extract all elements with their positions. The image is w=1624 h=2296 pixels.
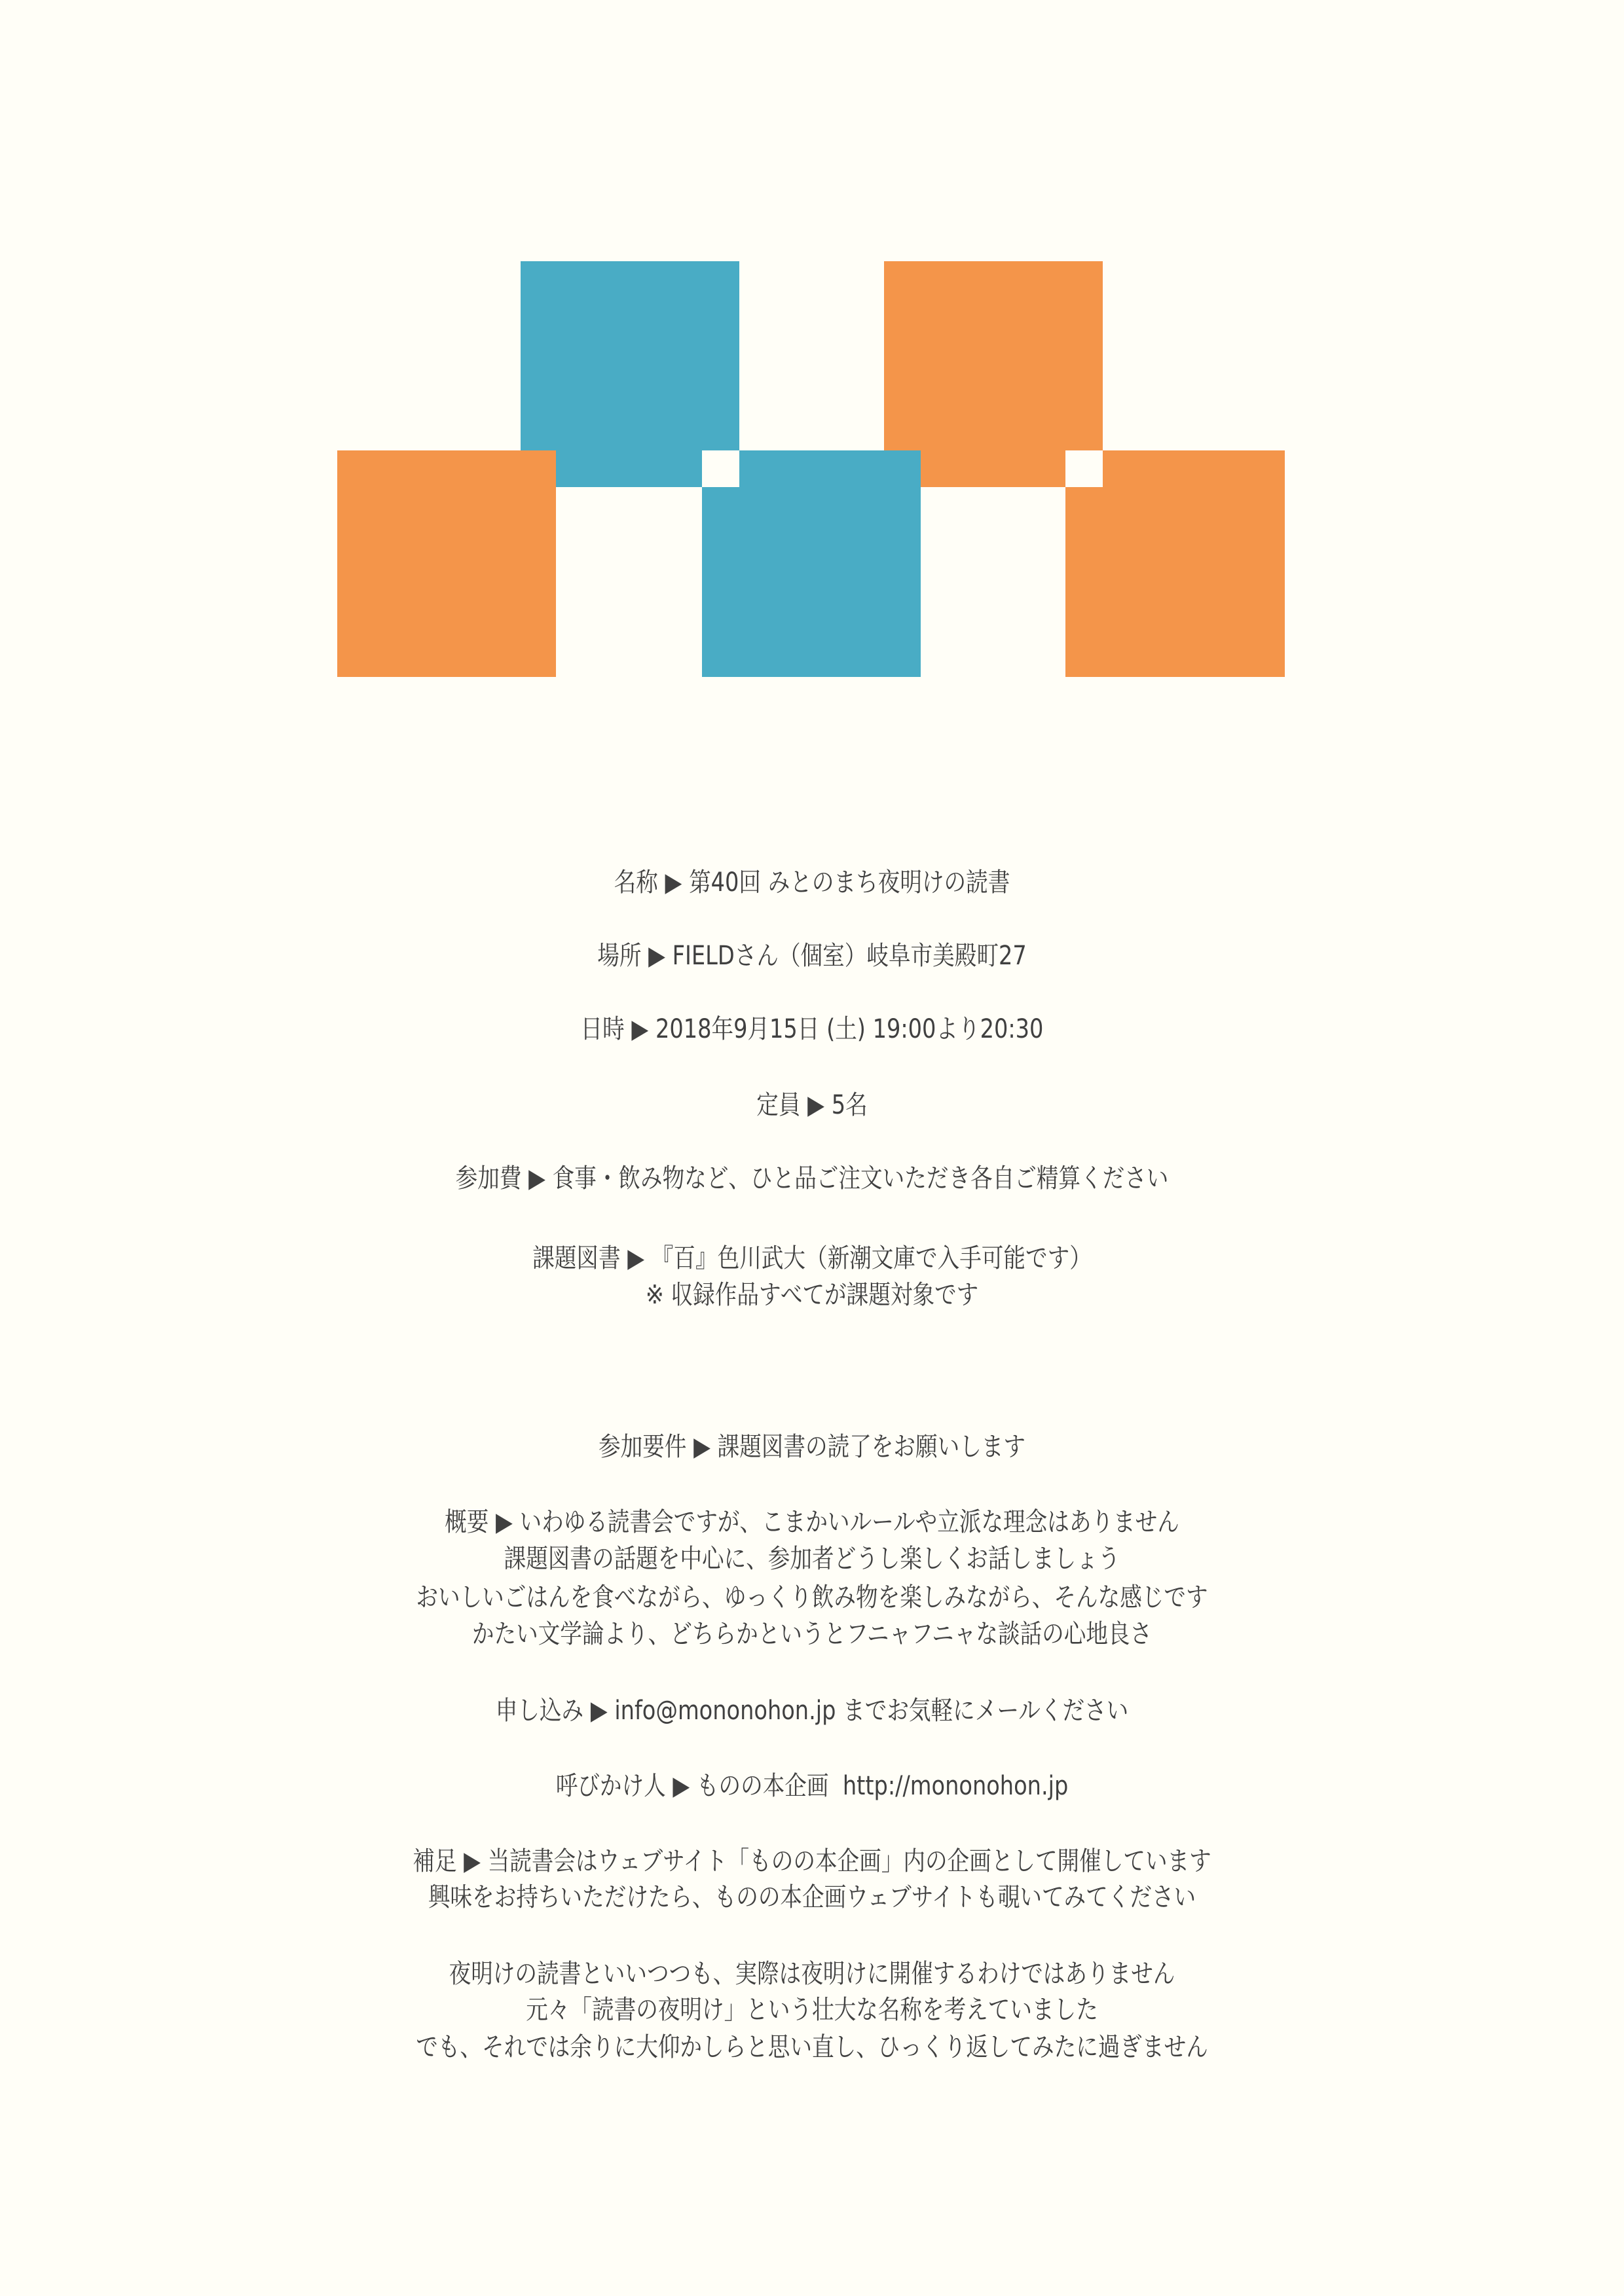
line-venue: 場所 ▶ FIELDさん（個室）岐阜市美殿町27 <box>597 941 1027 971</box>
line-note-1: 補足 ▶ 当読書会はウェブサイト「ものの本企画」内の企画として開催しています <box>413 1846 1211 1876</box>
logo-square-orange-left <box>337 450 556 677</box>
line-datetime: 日時 ▶ 2018年9月15日 (土) 19:00より20:30 <box>580 1014 1044 1044</box>
line-postscript-3: でも、それでは余りに大仰かしらと思い直し、ひっくり返してみたに過ぎません <box>416 2032 1208 2062</box>
line-note-2: 興味をお持ちいただけたら、ものの本企画ウェブサイトも覗いてみてください <box>428 1882 1196 1912</box>
logo-overlap-notch-right <box>1065 450 1103 487</box>
line-overview-4: かたい文学論より、どちらかというとフニャフニャな談話の心地良さ <box>471 1619 1153 1649</box>
line-overview-3: おいしいごはんを食べながら、ゆっくり飲み物を楽しみながら、そんな感じです <box>416 1582 1208 1613</box>
logo-overlap-notch-middle <box>702 450 739 487</box>
line-postscript-1: 夜明けの読書といいつつも、実際は夜明けに開催するわけではありません <box>449 1959 1175 1989</box>
line-book-note: ※ 収録作品すべてが課題対象です <box>645 1280 979 1310</box>
line-overview-1: 概要 ▶ いわゆる読書会ですが、こまかいルールや立派な理念はありません <box>445 1507 1179 1537</box>
line-organizer-url: 呼びかけ人 ▶ ものの本企画 http://mononohon.jp <box>555 1771 1069 1801</box>
line-postscript-2: 元々「読書の夜明け」という壮大な名称を考えていました <box>526 1995 1098 2025</box>
line-overview-2: 課題図書の話題を中心に、参加者どうし楽しくお話しましょう <box>504 1544 1120 1574</box>
line-capacity: 定員 ▶ 5名 <box>756 1090 868 1120</box>
line-fee: 参加費 ▶ 食事・飲み物など、ひと品ご注文いただき各自ご精算ください <box>455 1163 1169 1194</box>
line-apply-email: 申し込み ▶ info@mononohon.jp までお気軽にメールください <box>495 1696 1129 1726</box>
line-book: 課題図書 ▶ 『百』色川武大（新潮文庫で入手可能です） <box>532 1243 1092 1273</box>
line-event-name: 名称 ▶ 第40回 みとのまち夜明けの読書 <box>614 867 1010 898</box>
line-requirement: 参加要件 ▶ 課題図書の読了をお願いします <box>598 1432 1025 1462</box>
